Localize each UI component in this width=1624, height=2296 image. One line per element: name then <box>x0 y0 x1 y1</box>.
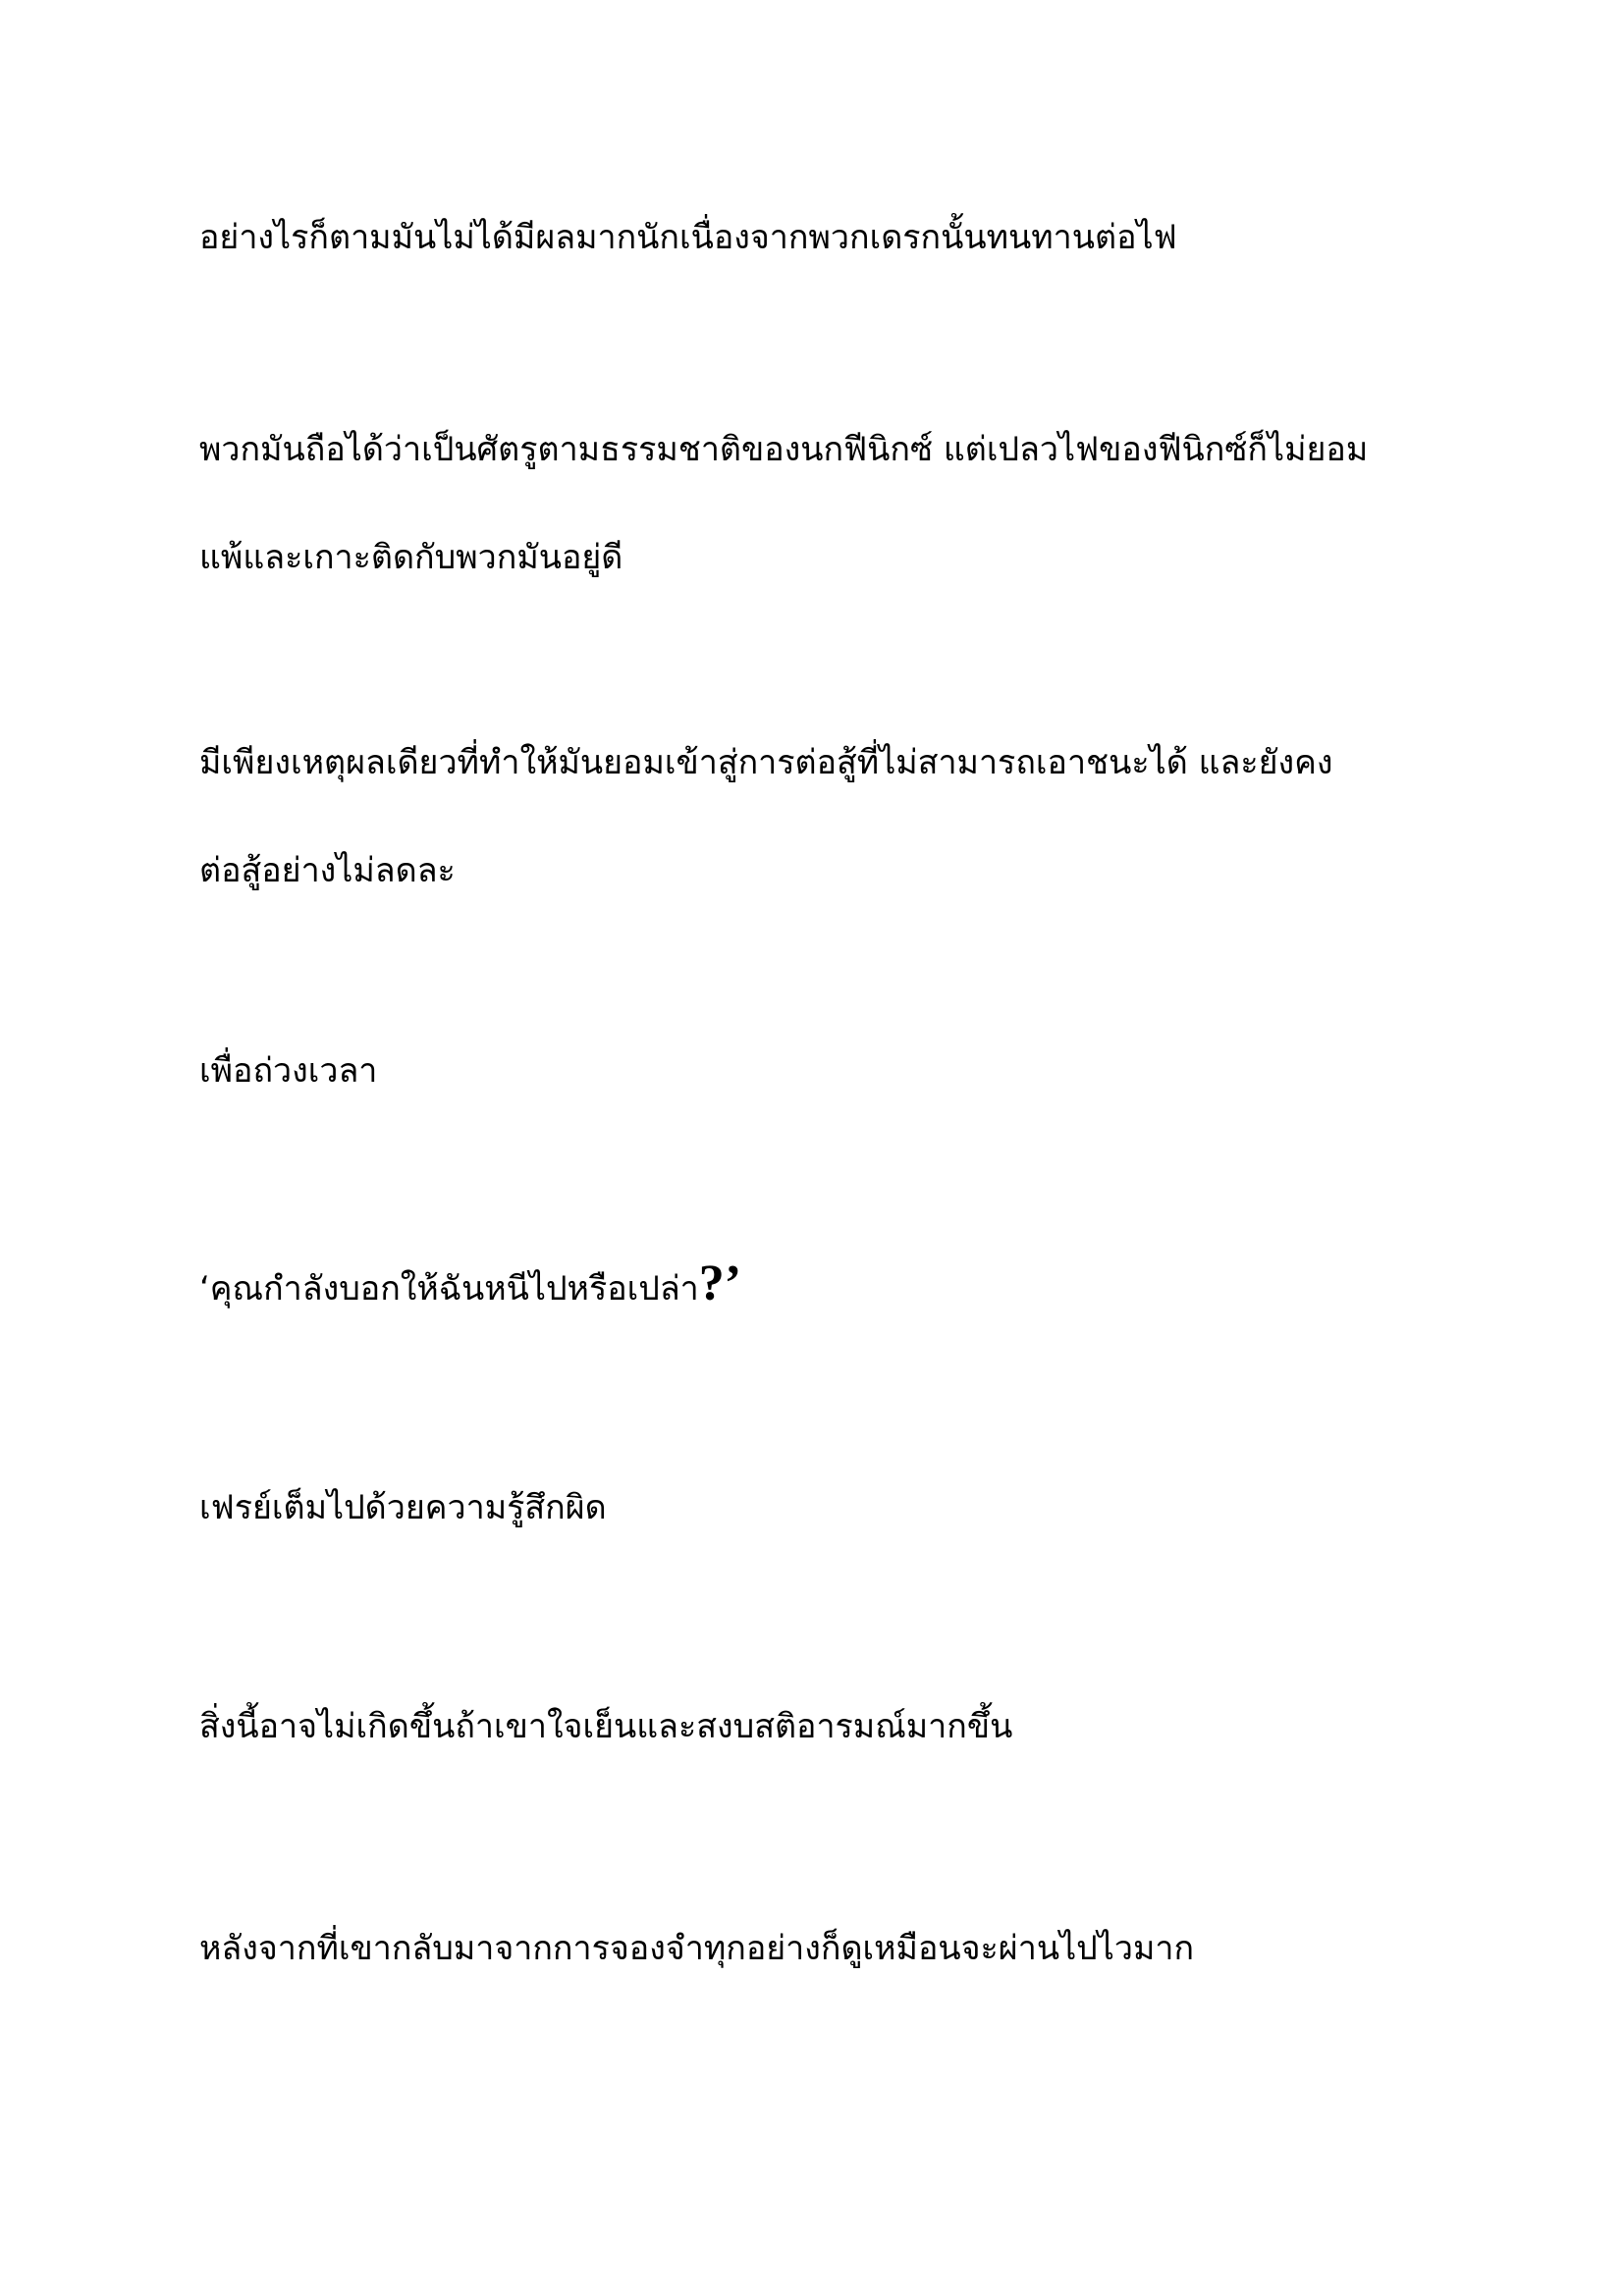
paragraph-1 <box>199 184 1436 292</box>
paragraph-3 <box>199 709 1436 925</box>
paragraph-5-line-1: ‘คุณกำลังบอกให้ฉันหนีไปหรือเปล่า <box>199 1269 699 1308</box>
paragraph-2-line-1: พวกมันถือได้ว่าเป็นศัตรูตามธรรมชาติของนกฟีนิกซ์ แต่เปลวไฟของฟีนิกซ์ก็ไม่ยอม <box>199 430 1369 469</box>
paragraph-8-line-1: หลังจากที่เขากลับมาจากการจองจำทุกอย่างก็ดูเหมือนจะผ่านไปไวมาก <box>199 1929 1195 1968</box>
paragraph-3-line-1: มีเพียงเหตุผลเดียวที่ทำให้มันยอมเข้าสู่การต่อสู้ที่ไม่สามารถเอาชนะได้ และยังคง <box>199 743 1333 782</box>
paragraph-2-line-2: แพ้และเกาะติดกับพวกมันอยู่ดี <box>199 538 623 577</box>
paragraph-7-line-1: สิ่งนี้อาจไม่เกิดขึ้นถ้าเขาใจเย็นและสงบสติอารมณ์มากขึ้น <box>199 1707 1013 1746</box>
paragraph-4-line-1: เพื่อถ่วงเวลา <box>199 1051 378 1091</box>
paragraph-2 <box>199 396 1436 612</box>
paragraph-3-line-2: ต่อสู้อย่างไม่ลดละ <box>199 851 456 890</box>
paragraph-6 <box>199 1454 1436 1562</box>
paragraph-6-line-1: เฟรย์เต็มไปด้วยความรู้สึกผิด <box>199 1488 607 1527</box>
paragraph-8 <box>199 1895 1436 2002</box>
paragraph-1-line-1: อย่างไรก็ตามมันไม่ได้มีผลมากนักเนื่องจากพวกเดรกนั้นทนทานต่อไฟ <box>199 218 1177 257</box>
paragraph-5-closing-punctuation: ?’ <box>698 1255 742 1311</box>
paragraph-5 <box>199 1230 1436 1343</box>
paragraph-4 <box>199 1017 1436 1125</box>
paragraph-7 <box>199 1673 1436 1781</box>
